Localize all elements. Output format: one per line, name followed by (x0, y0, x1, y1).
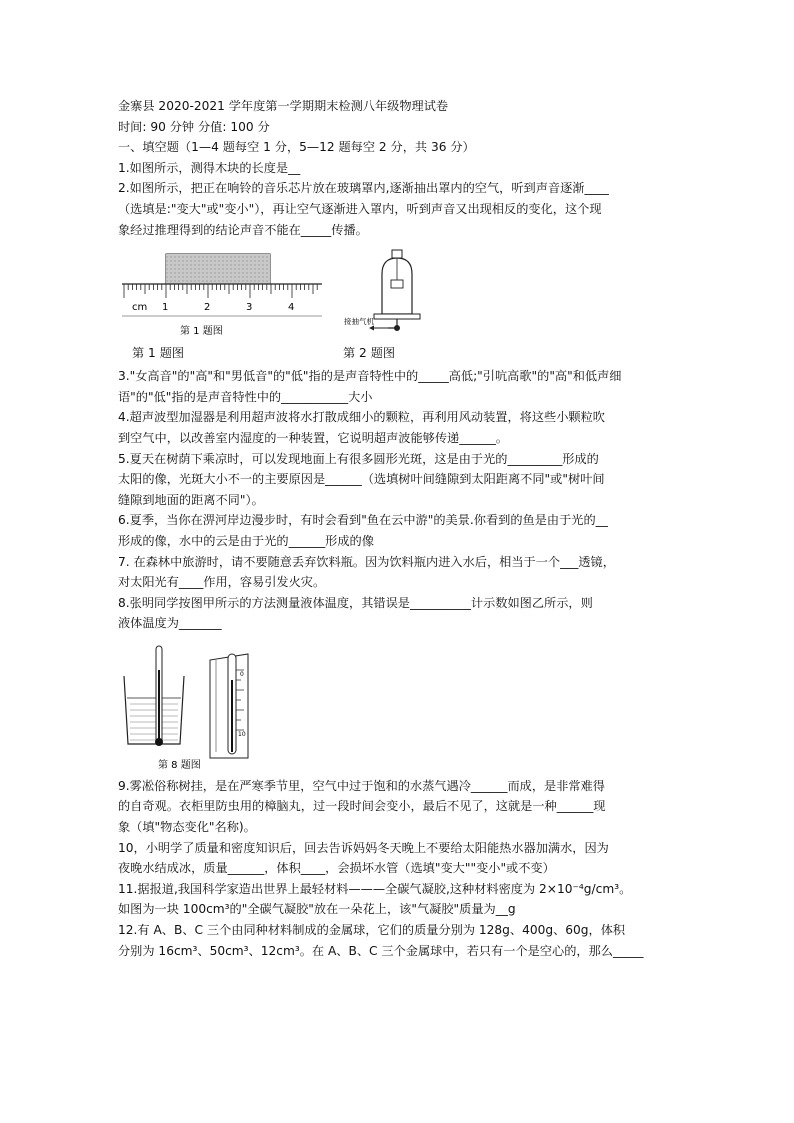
question-12-line-2: 分别为 16cm³、50cm³、12cm³。在 A、B、C 三个金属球中，若只有一个是空心的，那么_____ (118, 943, 644, 958)
ruler-tick-label-2: 2 (204, 302, 211, 314)
question-2-line-2: （选填是:"变大"或"变小"），再让空气逐渐进入罩内，听到声音又出现相反的变化，这个现 (118, 201, 602, 216)
ruler-tick-label-1: 1 (162, 302, 169, 314)
exam-page (118, 96, 688, 961)
ruler-tick-label-3: 3 (246, 302, 253, 314)
question-3-line-2: 语"的"低"指的是声音特性中的___________大小 (118, 389, 373, 404)
bell-jar-figure (342, 244, 452, 346)
question-1: 1.如图所示，测得木块的长度是__ (118, 160, 301, 175)
fig2-caption: 第 2 题图 (343, 346, 396, 361)
question-2-line-1: 2.如图所示，把正在响铃的音乐芯片放在玻璃罩内,逐渐抽出罩内的空气，听到声音逐渐____ (118, 181, 609, 196)
question-6-line-1: 6.夏季，当你在淠河岸边漫步时，有时会看到"鱼在云中游"的美景.你看到的鱼是由于光的__ (118, 513, 608, 528)
fig1-inner-caption: 第 1 题图 (180, 326, 223, 338)
question-9-line-1: 9.雾凇俗称树挂，是在严寒季节里，空气中过于饱和的水蒸气遇冷______而成，是非常难得 (118, 778, 605, 793)
question-12-line-1: 12.有 A、B、C 三个由同种材料制成的金属球，它们的质量分别为 128g、400g、60g，体积 (118, 923, 626, 938)
question-5-line-3: 缝隙到地面的距离不同"）。 (118, 492, 264, 507)
question-9-line-2: 的自奇观。衣柜里防虫用的樟脑丸，过一段时间会变小，最后不见了，这就是一种______现 (118, 799, 606, 814)
question-5-line-1: 5.夏天在树荫下乘凉时，可以发现地面上有很多圆形光斑，这是由于光的_________形成的 (118, 451, 599, 466)
question-5-line-2: 太阳的像，光斑大小不一的主要原因是______（选填树叶间缝隙到太阳距离不同"或"树叶间 (118, 472, 605, 487)
question-6-line-2: 形成的像，水中的云是由于光的______形成的像 (118, 533, 374, 548)
question-4-line-2: 到空气中，以改善室内湿度的一种装置，它说明超声波能够传递______。 (118, 430, 508, 445)
question-8-line-2: 液体温度为_______ (118, 616, 222, 631)
question-10-line-2: 夜晚水结成冰，质量______，体积____，会损坏水管（选填"变大""变小"或不变） (118, 861, 555, 876)
exam-title: 金寨县 2020-2021 学年度第一学期期末检测八年级物理试卷 (118, 99, 449, 113)
thermometer-figure (118, 640, 318, 772)
question-11-line-1: 11.据报道,我国科学家造出世界上最轻材料———全碳气凝胶,这种材料密度为 2×10⁻⁴g/cm³。 (118, 881, 632, 896)
question-9-line-3: 象（填"物态变化"名称)。 (118, 820, 256, 835)
ruler-unit: cm (132, 302, 148, 314)
thermo-mark-0: 0 (240, 670, 244, 678)
ruler-tick-label-4: 4 (288, 302, 295, 314)
question-10-line-1: 10，小明学了质量和密度知识后，回去告诉妈妈冬天晚上不要给太阳能热水器加满水，因为 (118, 840, 609, 855)
fig8-inner-caption: 第 8 题图 (158, 759, 201, 771)
time-score: 时间: 90 分钟 分值: 100 分 (118, 119, 270, 134)
question-3-line-1: 3."女高音"的"高"和"男低音"的"低"指的是声音特性中的_____高低;"引吭高歌"的"高"和低声细 (118, 369, 622, 384)
question-4-line-1: 4.超声波型加湿器是利用超声波将水打散成细小的颗粒，再利用风动装置，将这些小颗粒吹 (118, 410, 605, 425)
section-heading: 一、填空题（1—4 题每空 1 分，5—12 题每空 2 分，共 36 分） (118, 140, 475, 155)
fig1-caption: 第 1 题图 (132, 346, 185, 361)
question-2-line-3: 象经过推理得到的结论声音不能在_____传播。 (118, 222, 368, 237)
figure-row-1-2 (118, 244, 688, 362)
question-7-line-1: 7. 在森林中旅游时，请不要随意丢弃饮料瓶。因为饮料瓶内进入水后，相当于一个___透镜， (118, 554, 615, 569)
question-11-line-2: 如图为一块 100cm³的"全碳气凝胶"放在一朵花上，该"气凝胶"质量为__g (118, 902, 516, 917)
ruler-figure (122, 244, 322, 346)
question-7-line-2: 对太阳光有____作用，容易引发火灾。 (118, 575, 326, 590)
question-8-line-1: 8.张明同学按图甲所示的方法测量液体温度，其错误是__________计示数如图乙所示，则 (118, 595, 593, 610)
pump-label: 接抽气机 (344, 317, 374, 327)
thermo-mark-10: 10 (238, 730, 246, 738)
figure-8 (118, 640, 688, 772)
